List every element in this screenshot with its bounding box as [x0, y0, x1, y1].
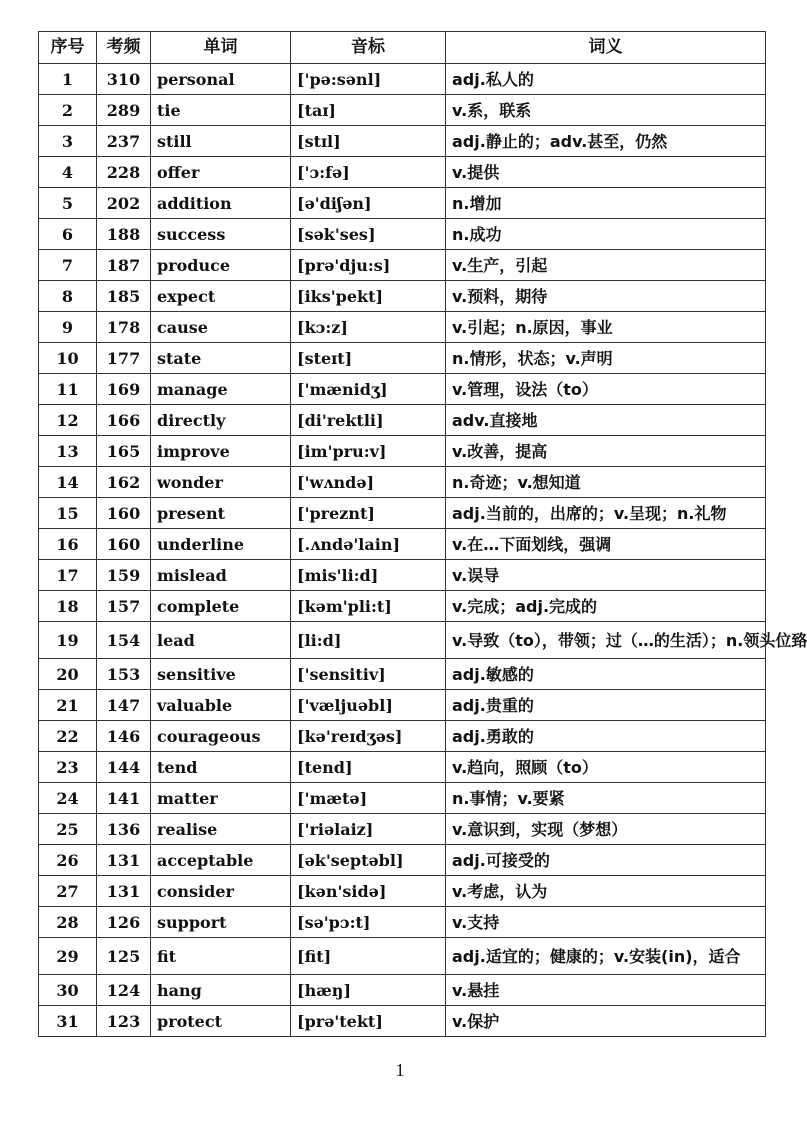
- cell-word: tend: [151, 752, 291, 783]
- cell-frequency: 154: [97, 622, 151, 659]
- cell-phonetic: [.ʌndə'lain]: [291, 529, 446, 560]
- cell-number: 30: [39, 975, 97, 1006]
- cell-word: protect: [151, 1006, 291, 1037]
- table-row: [39, 845, 766, 876]
- cell-phonetic: ['væljuəbl]: [291, 690, 446, 721]
- cell-number: 7: [39, 250, 97, 281]
- table-row: [39, 126, 766, 157]
- cell-word: mislead: [151, 560, 291, 591]
- cell-phonetic: [ək'septəbl]: [291, 845, 446, 876]
- cell-phonetic: ['pə:sənl]: [291, 64, 446, 95]
- table-row: [39, 436, 766, 467]
- cell-number: 10: [39, 343, 97, 374]
- cell-word: support: [151, 907, 291, 938]
- cell-frequency: 141: [97, 783, 151, 814]
- header-meaning: 词义: [446, 32, 766, 64]
- cell-word: cause: [151, 312, 291, 343]
- cell-phonetic: ['wʌndə]: [291, 467, 446, 498]
- table-row: [39, 250, 766, 281]
- cell-meaning: n.奇迹；v.想知道: [446, 467, 766, 498]
- cell-frequency: 310: [97, 64, 151, 95]
- cell-phonetic: [taɪ]: [291, 95, 446, 126]
- cell-phonetic: [steɪt]: [291, 343, 446, 374]
- cell-phonetic: [sə'pɔ:t]: [291, 907, 446, 938]
- header-phonetic: 音标: [291, 32, 446, 64]
- cell-number: 9: [39, 312, 97, 343]
- cell-number: 13: [39, 436, 97, 467]
- cell-number: 1: [39, 64, 97, 95]
- cell-frequency: 169: [97, 374, 151, 405]
- cell-frequency: 131: [97, 876, 151, 907]
- cell-meaning: adj.当前的，出席的；v.呈现；n.礼物: [446, 498, 766, 529]
- table-row: [39, 690, 766, 721]
- cell-word: addition: [151, 188, 291, 219]
- cell-frequency: 289: [97, 95, 151, 126]
- table-row: [39, 529, 766, 560]
- table-row: [39, 622, 766, 659]
- cell-word: realise: [151, 814, 291, 845]
- cell-frequency: 131: [97, 845, 151, 876]
- cell-number: 19: [39, 622, 97, 659]
- cell-number: 20: [39, 659, 97, 690]
- table-row: [39, 752, 766, 783]
- cell-frequency: 165: [97, 436, 151, 467]
- cell-phonetic: ['riəlaiz]: [291, 814, 446, 845]
- table-row: [39, 975, 766, 1006]
- cell-number: 2: [39, 95, 97, 126]
- cell-phonetic: [tend]: [291, 752, 446, 783]
- cell-frequency: 123: [97, 1006, 151, 1037]
- cell-meaning: v.趋向，照顾（to）: [446, 752, 766, 783]
- cell-number: 22: [39, 721, 97, 752]
- cell-number: 14: [39, 467, 97, 498]
- cell-number: 25: [39, 814, 97, 845]
- cell-phonetic: ['preznt]: [291, 498, 446, 529]
- cell-frequency: 125: [97, 938, 151, 975]
- cell-frequency: 178: [97, 312, 151, 343]
- cell-frequency: 237: [97, 126, 151, 157]
- cell-word: complete: [151, 591, 291, 622]
- cell-phonetic: [hæŋ]: [291, 975, 446, 1006]
- cell-number: 3: [39, 126, 97, 157]
- cell-phonetic: [iks'pekt]: [291, 281, 446, 312]
- table-body: [39, 64, 807, 1037]
- cell-word: fit: [151, 938, 291, 975]
- cell-frequency: 136: [97, 814, 151, 845]
- cell-frequency: 202: [97, 188, 151, 219]
- cell-meaning: adj.勇敢的: [446, 721, 766, 752]
- cell-phonetic: [di'rektli]: [291, 405, 446, 436]
- cell-phonetic: ['mætə]: [291, 783, 446, 814]
- vocabulary-table: [38, 31, 807, 1037]
- cell-meaning: adj.适宜的；健康的；v.安装(in)，适合: [446, 938, 766, 975]
- cell-phonetic: ['ɔ:fə]: [291, 157, 446, 188]
- cell-frequency: 126: [97, 907, 151, 938]
- cell-meaning: v.误导: [446, 560, 766, 591]
- cell-meaning: v.管理，设法（to）: [446, 374, 766, 405]
- table-row: [39, 95, 766, 126]
- cell-phonetic: [sək'ses]: [291, 219, 446, 250]
- table-row: [39, 64, 766, 95]
- table-row: [39, 312, 766, 343]
- cell-word: present: [151, 498, 291, 529]
- cell-frequency: 144: [97, 752, 151, 783]
- cell-frequency: 124: [97, 975, 151, 1006]
- cell-frequency: 187: [97, 250, 151, 281]
- cell-meaning: v.悬挂: [446, 975, 766, 1006]
- table-row: [39, 938, 766, 975]
- cell-phonetic: [li:d]: [291, 622, 446, 659]
- cell-word: underline: [151, 529, 291, 560]
- cell-number: 31: [39, 1006, 97, 1037]
- cell-meaning: adj.私人的: [446, 64, 766, 95]
- cell-word: courageous: [151, 721, 291, 752]
- header-word: 单词: [151, 32, 291, 64]
- table-row: [39, 907, 766, 938]
- table-row: [39, 721, 766, 752]
- cell-word: produce: [151, 250, 291, 281]
- table-row: [39, 219, 766, 250]
- cell-frequency: 188: [97, 219, 151, 250]
- cell-number: 8: [39, 281, 97, 312]
- cell-phonetic: [mis'li:d]: [291, 560, 446, 591]
- cell-number: 23: [39, 752, 97, 783]
- cell-meaning: n.情形，状态；v.声明: [446, 343, 766, 374]
- cell-number: 29: [39, 938, 97, 975]
- cell-number: 5: [39, 188, 97, 219]
- cell-phonetic: [kən'sidə]: [291, 876, 446, 907]
- cell-number: 4: [39, 157, 97, 188]
- cell-frequency: 146: [97, 721, 151, 752]
- cell-frequency: 228: [97, 157, 151, 188]
- cell-word: improve: [151, 436, 291, 467]
- cell-meaning: v.预料，期待: [446, 281, 766, 312]
- cell-meaning: v.保护: [446, 1006, 766, 1037]
- cell-phonetic: [kə'reɪdʒəs]: [291, 721, 446, 752]
- cell-meaning: v.完成；adj.完成的: [446, 591, 766, 622]
- cell-word: manage: [151, 374, 291, 405]
- cell-number: 12: [39, 405, 97, 436]
- cell-word: expect: [151, 281, 291, 312]
- table-row: [39, 343, 766, 374]
- cell-word: personal: [151, 64, 291, 95]
- cell-frequency: 157: [97, 591, 151, 622]
- table-row: [39, 560, 766, 591]
- cell-phonetic: [prə'dju:s]: [291, 250, 446, 281]
- cell-meaning: adj.贵重的: [446, 690, 766, 721]
- cell-frequency: 160: [97, 498, 151, 529]
- table-row: [39, 814, 766, 845]
- cell-word: hang: [151, 975, 291, 1006]
- cell-phonetic: [stɪl]: [291, 126, 446, 157]
- cell-word: directly: [151, 405, 291, 436]
- cell-phonetic: [im'pru:v]: [291, 436, 446, 467]
- cell-phonetic: ['sensitiv]: [291, 659, 446, 690]
- cell-word: acceptable: [151, 845, 291, 876]
- cell-number: 28: [39, 907, 97, 938]
- cell-word: tie: [151, 95, 291, 126]
- cell-word: valuable: [151, 690, 291, 721]
- table-row: [39, 157, 766, 188]
- table-row: [39, 659, 766, 690]
- cell-number: 16: [39, 529, 97, 560]
- table-row: [39, 498, 766, 529]
- cell-meaning: v.考虑，认为: [446, 876, 766, 907]
- cell-word: consider: [151, 876, 291, 907]
- cell-frequency: 185: [97, 281, 151, 312]
- table-row: [39, 783, 766, 814]
- table-row: [39, 374, 766, 405]
- cell-meaning: v.导致（to），带领；过（…的生活）；n.领头位臵: [446, 622, 766, 659]
- table-row: [39, 591, 766, 622]
- cell-meaning: v.在…下面划线，强调: [446, 529, 766, 560]
- cell-word: wonder: [151, 467, 291, 498]
- cell-number: 6: [39, 219, 97, 250]
- cell-meaning: n.事情；v.要紧: [446, 783, 766, 814]
- header-row: [39, 32, 766, 64]
- cell-meaning: adj.静止的；adv.甚至，仍然: [446, 126, 766, 157]
- cell-frequency: 162: [97, 467, 151, 498]
- cell-word: still: [151, 126, 291, 157]
- cell-phonetic: [fit]: [291, 938, 446, 975]
- cell-frequency: 177: [97, 343, 151, 374]
- cell-word: lead: [151, 622, 291, 659]
- header-frequency: 考频: [97, 32, 151, 64]
- cell-meaning: v.意识到，实现（梦想）: [446, 814, 766, 845]
- page-number: 1: [395, 1060, 405, 1080]
- cell-number: 11: [39, 374, 97, 405]
- vocabulary-sheet: [38, 31, 807, 1037]
- table-row: [39, 1006, 766, 1037]
- cell-phonetic: [prə'tekt]: [291, 1006, 446, 1037]
- cell-frequency: 160: [97, 529, 151, 560]
- cell-number: 21: [39, 690, 97, 721]
- table-row: [39, 405, 766, 436]
- cell-frequency: 166: [97, 405, 151, 436]
- cell-phonetic: [kəm'pli:t]: [291, 591, 446, 622]
- cell-frequency: 153: [97, 659, 151, 690]
- cell-meaning: v.系，联系: [446, 95, 766, 126]
- table-row: [39, 281, 766, 312]
- cell-frequency: 147: [97, 690, 151, 721]
- cell-word: matter: [151, 783, 291, 814]
- table-row: [39, 467, 766, 498]
- cell-phonetic: [ə'diʃən]: [291, 188, 446, 219]
- table-row: [39, 876, 766, 907]
- cell-meaning: n.成功: [446, 219, 766, 250]
- cell-number: 26: [39, 845, 97, 876]
- cell-word: success: [151, 219, 291, 250]
- cell-meaning: adv.直接地: [446, 405, 766, 436]
- cell-phonetic: ['mænidʒ]: [291, 374, 446, 405]
- cell-word: offer: [151, 157, 291, 188]
- cell-number: 18: [39, 591, 97, 622]
- cell-meaning: n.增加: [446, 188, 766, 219]
- cell-number: 27: [39, 876, 97, 907]
- cell-meaning: v.改善，提高: [446, 436, 766, 467]
- table-row: [39, 188, 766, 219]
- cell-number: 15: [39, 498, 97, 529]
- table-header: [39, 32, 766, 64]
- cell-meaning: v.生产，引起: [446, 250, 766, 281]
- cell-meaning: adj.可接受的: [446, 845, 766, 876]
- cell-frequency: 159: [97, 560, 151, 591]
- cell-meaning: adj.敏感的: [446, 659, 766, 690]
- cell-word: sensitive: [151, 659, 291, 690]
- cell-meaning: v.支持: [446, 907, 766, 938]
- cell-number: 24: [39, 783, 97, 814]
- cell-number: 17: [39, 560, 97, 591]
- cell-meaning: v.提供: [446, 157, 766, 188]
- cell-meaning: v.引起；n.原因，事业: [446, 312, 766, 343]
- cell-phonetic: [kɔ:z]: [291, 312, 446, 343]
- cell-word: state: [151, 343, 291, 374]
- header-number: 序号: [39, 32, 97, 64]
